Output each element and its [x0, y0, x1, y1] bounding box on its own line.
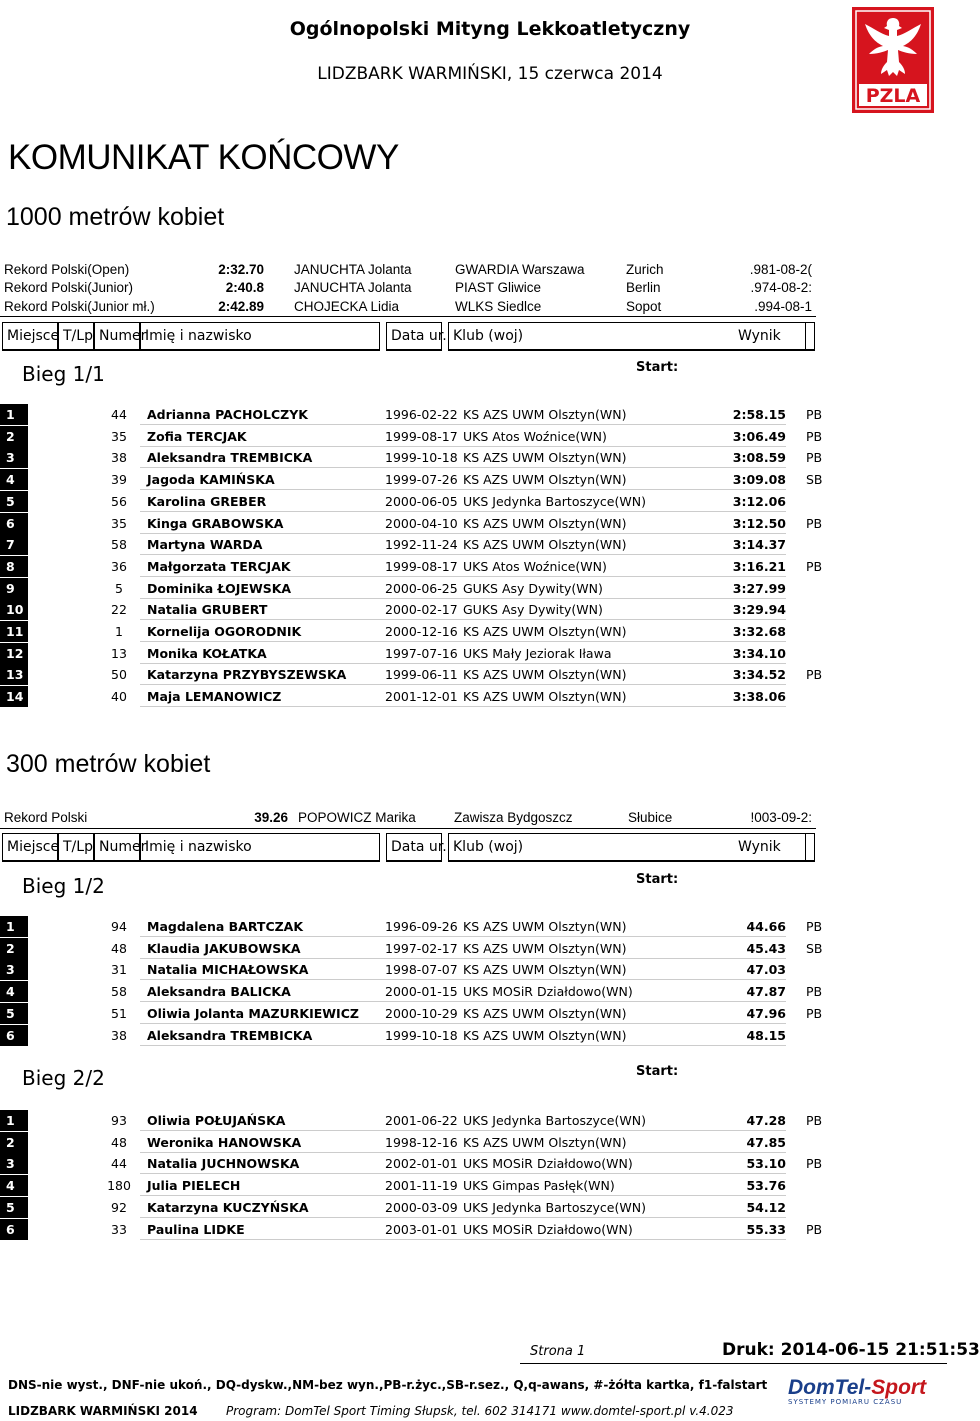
footer-program: Program: DomTel Sport Timing Słupsk, tel. 602 314171 www.domtel-sport.pl v.4.023 — [226, 1404, 734, 1418]
result-time: 3:16.21 — [732, 558, 786, 574]
meeting-title: Ogólnopolski Mityng Lekkoatletyczny — [289, 18, 691, 40]
bib-number: 39 — [111, 472, 127, 488]
footer-location: LIDZBARK WARMIŃSKI 2014 — [8, 1404, 198, 1418]
result-row — [0, 1110, 823, 1131]
birth-date: 1997-07-16 — [385, 645, 458, 661]
result-row — [0, 491, 820, 512]
result-row — [0, 981, 823, 1002]
divider — [0, 828, 816, 829]
bib-number: 50 — [111, 667, 127, 683]
athlete-name: Aleksandra BALICKA — [147, 984, 291, 1000]
bib-number: 58 — [111, 537, 127, 553]
start-label: Start: — [636, 1064, 679, 1079]
bib-number: 1 — [115, 624, 123, 639]
result-time: 3:12.06 — [732, 493, 786, 509]
athlete-name: Klaudia JAKUBOWSKA — [147, 940, 301, 956]
row-separator — [140, 1045, 786, 1046]
eagle-icon — [851, 6, 935, 114]
club-name: KS AZS UWM Olsztyn(WN) — [463, 472, 627, 488]
start-label: Start: — [636, 360, 679, 375]
bib-number: 35 — [111, 515, 127, 531]
athlete-name: Natalia GRUBERT — [147, 602, 268, 618]
club-name: KS AZS UWM Olsztyn(WN) — [463, 537, 627, 553]
bib-number: 48 — [111, 1134, 127, 1150]
place-cell: 12 — [0, 643, 28, 664]
result-row — [0, 621, 820, 642]
athlete-name: Maja LEMANOWICZ — [147, 689, 282, 705]
legend: DNS-nie wyst., DNF-nie ukoń., DQ-dyskw.,NM-bez wyn.,PB-r.życ.,SB-r.sez., Q,q-awans, #-żółta kartka, f1-falstart — [8, 1378, 768, 1392]
place-cell: 7 — [0, 534, 28, 555]
record-row: Rekord Polski(Junior) 2:40.8 JANUCHTA Jolanta PIAST Gliwice Berlin .974-08-2: — [4, 280, 812, 295]
place-cell: 13 — [0, 664, 28, 685]
birth-date: 2000-02-17 — [385, 602, 458, 618]
divider — [0, 316, 816, 317]
athlete-name: Katarzyna PRZYBYSZEWSKA — [147, 667, 347, 683]
remark: PB — [806, 667, 823, 683]
result-row — [0, 556, 823, 577]
bib-number: 35 — [111, 428, 127, 444]
result-row — [0, 1003, 823, 1024]
birth-date: 1998-12-16 — [385, 1134, 458, 1150]
club-name: KS AZS UWM Olsztyn(WN) — [463, 667, 627, 683]
athlete-name: Kinga GRABOWSKA — [147, 515, 284, 531]
bib-number: 5 — [115, 580, 123, 596]
bib-number: 92 — [111, 1199, 127, 1215]
result-time: 53.10 — [746, 1156, 786, 1172]
result-row — [0, 469, 823, 490]
place-cell: 2 — [0, 1132, 28, 1153]
heat-title: Bieg 1/1 — [22, 362, 105, 386]
column-header: Miejsce T/Lp Numer Imię i nazwisko Data ur. Klub (woj) Wynik — [0, 833, 815, 862]
athlete-name: Martyna WARDA — [147, 537, 263, 553]
row-separator — [140, 706, 786, 707]
result-time: 54.12 — [746, 1199, 786, 1215]
result-row — [0, 447, 823, 468]
birth-date: 2000-04-10 — [385, 515, 458, 531]
club-name: UKS Atos Woźnice(WN) — [463, 428, 607, 444]
result-time: 3:27.99 — [732, 580, 786, 596]
athlete-name: Aleksandra TREMBICKA — [147, 1027, 313, 1043]
result-time: 3:34.10 — [732, 645, 786, 661]
birth-date: 1996-02-22 — [385, 407, 458, 422]
athlete-name: Kornelija OGORODNIK — [147, 624, 302, 639]
club-name: KS AZS UWM Olsztyn(WN) — [463, 1134, 627, 1150]
result-time: 3:34.52 — [732, 667, 786, 683]
club-name: UKS Jedynka Bartoszyce(WN) — [463, 1113, 646, 1128]
result-row — [0, 1219, 823, 1240]
pzla-logo — [851, 6, 935, 114]
bib-number: 40 — [111, 689, 127, 705]
result-row — [0, 426, 823, 447]
place-cell: 6 — [0, 1219, 28, 1240]
athlete-name: Małgorzata TERCJAK — [147, 558, 291, 574]
heat-title: Bieg 2/2 — [22, 1066, 105, 1090]
result-time: 53.76 — [746, 1178, 786, 1194]
remark: SB — [806, 472, 823, 488]
bib-number: 93 — [111, 1113, 127, 1128]
bib-number: 48 — [111, 940, 127, 956]
club-name: UKS Jedynka Bartoszyce(WN) — [463, 493, 646, 509]
result-time: 3:29.94 — [732, 602, 786, 618]
result-row — [0, 916, 823, 937]
birth-date: 2000-06-25 — [385, 580, 458, 596]
club-name: UKS MOSiR Działdowo(WN) — [463, 1156, 633, 1172]
birth-date: 1992-11-24 — [385, 537, 458, 553]
club-name: KS AZS UWM Olsztyn(WN) — [463, 1005, 627, 1021]
birth-date: 1998-07-07 — [385, 962, 458, 978]
birth-date: 2003-01-01 — [385, 1221, 458, 1237]
remark: PB — [806, 1005, 823, 1021]
athlete-name: Aleksandra TREMBICKA — [147, 450, 313, 466]
result-row — [0, 643, 820, 664]
athlete-name: Oliwia POŁUJAŃSKA — [147, 1113, 286, 1128]
club-name: UKS Mały Jeziorak Iława — [463, 645, 612, 661]
remark: PB — [806, 984, 823, 1000]
domtel-logo: DomTel-Sport SYSTEMY POMIARU CZASU — [788, 1376, 927, 1406]
result-time: 44.66 — [746, 919, 786, 934]
result-row — [0, 959, 820, 980]
place-cell: 4 — [0, 469, 28, 490]
club-name: KS AZS UWM Olsztyn(WN) — [463, 450, 627, 466]
birth-date: 1999-07-26 — [385, 472, 458, 488]
document-title: KOMUNIKAT KOŃCOWY — [8, 138, 399, 177]
bib-number: 13 — [111, 645, 127, 661]
club-name: KS AZS UWM Olsztyn(WN) — [463, 962, 627, 978]
result-time: 47.03 — [746, 962, 786, 978]
remark: PB — [806, 1221, 823, 1237]
row-separator — [140, 1239, 786, 1240]
remark: PB — [806, 558, 823, 574]
place-cell: 1 — [0, 1110, 28, 1131]
athlete-name: Natalia JUCHNOWSKA — [147, 1156, 300, 1172]
result-time: 3:14.37 — [732, 537, 786, 553]
result-time: 48.15 — [746, 1027, 786, 1043]
birth-date: 2000-01-15 — [385, 984, 458, 1000]
athlete-name: Adrianna PACHOLCZYK — [147, 407, 308, 422]
birth-date: 2000-03-09 — [385, 1199, 458, 1215]
birth-date: 2000-12-16 — [385, 624, 458, 639]
result-time: 3:38.06 — [732, 689, 786, 705]
athlete-name: Karolina GREBER — [147, 493, 267, 509]
result-time: 3:08.59 — [732, 450, 786, 466]
remark: PB — [806, 428, 823, 444]
place-cell: 3 — [0, 447, 28, 468]
remark: PB — [806, 919, 823, 934]
athlete-name: Natalia MICHAŁOWSKA — [147, 962, 309, 978]
result-time: 3:09.08 — [732, 472, 786, 488]
result-time: 47.28 — [746, 1113, 786, 1128]
bib-number: 38 — [111, 1027, 127, 1043]
result-row — [0, 513, 823, 534]
record-row: Rekord Polski 39.26 POPOWICZ Marika Zawisza Bydgoszcz Słubice !003-09-2: — [4, 810, 812, 825]
event-title: 300 metrów kobiet — [6, 750, 211, 778]
birth-date: 1997-02-17 — [385, 940, 458, 956]
bib-number: 56 — [111, 493, 127, 509]
svg-text:PZLA: PZLA — [865, 85, 921, 107]
birth-date: 1996-09-26 — [385, 919, 458, 934]
result-time: 45.43 — [746, 940, 786, 956]
club-name: KS AZS UWM Olsztyn(WN) — [463, 515, 627, 531]
result-row — [0, 599, 820, 620]
bib-number: 22 — [111, 602, 127, 618]
remark: PB — [806, 450, 823, 466]
club-name: KS AZS UWM Olsztyn(WN) — [463, 940, 627, 956]
result-time: 55.33 — [746, 1221, 786, 1237]
remark: PB — [806, 515, 823, 531]
birth-date: 1999-06-11 — [385, 667, 458, 683]
place-cell: 3 — [0, 959, 28, 980]
birth-date: 1999-10-18 — [385, 1027, 458, 1043]
result-row — [0, 578, 820, 599]
remark: PB — [806, 1156, 823, 1172]
athlete-name: Julia PIELECH — [147, 1178, 241, 1194]
column-header: Miejsce T/Lp Numer Imię i nazwisko Data ur. Klub (woj) Wynik — [0, 322, 815, 351]
result-time: 47.87 — [746, 984, 786, 1000]
club-name: KS AZS UWM Olsztyn(WN) — [463, 689, 627, 705]
result-row — [0, 938, 823, 959]
athlete-name: Jagoda KAMIŃSKA — [147, 472, 275, 488]
athlete-name: Zofia TERCJAK — [147, 428, 247, 444]
place-cell: 6 — [0, 513, 28, 534]
club-name: GUKS Asy Dywity(WN) — [463, 602, 603, 618]
bib-number: 58 — [111, 984, 127, 1000]
result-row — [0, 1197, 820, 1218]
club-name: KS AZS UWM Olsztyn(WN) — [463, 919, 627, 934]
meeting-subtitle: LIDZBARK WARMIŃSKI, 15 czerwca 2014 — [317, 64, 663, 84]
athlete-name: Katarzyna KUCZYŃSKA — [147, 1199, 309, 1215]
place-cell: 14 — [0, 686, 28, 707]
result-time: 47.85 — [746, 1134, 786, 1150]
start-label: Start: — [636, 872, 679, 887]
birth-date: 2000-06-05 — [385, 493, 458, 509]
result-time: 3:06.49 — [732, 428, 786, 444]
bib-number: 180 — [107, 1178, 131, 1194]
club-name: KS AZS UWM Olsztyn(WN) — [463, 624, 627, 639]
place-cell: 3 — [0, 1153, 28, 1174]
club-name: KS AZS UWM Olsztyn(WN) — [463, 1027, 627, 1043]
athlete-name: Paulina LIDKE — [147, 1221, 245, 1237]
birth-date: 2001-06-22 — [385, 1113, 458, 1128]
bib-number: 36 — [111, 558, 127, 574]
club-name: UKS Jedynka Bartoszyce(WN) — [463, 1199, 646, 1215]
place-cell: 11 — [0, 621, 28, 642]
result-row — [0, 1025, 820, 1046]
result-row — [0, 686, 820, 707]
place-cell: 5 — [0, 491, 28, 512]
place-cell: 5 — [0, 1197, 28, 1218]
print-timestamp: Druk: 2014-06-15 21:51:53 — [722, 1340, 980, 1360]
birth-date: 2001-11-19 — [385, 1178, 458, 1194]
place-cell: 4 — [0, 981, 28, 1002]
birth-date: 1999-08-17 — [385, 558, 458, 574]
result-row — [0, 1175, 820, 1196]
place-cell: 1 — [0, 916, 28, 937]
record-row: Rekord Polski(Junior mł.) 2:42.89 CHOJECKA Lidia WLKS Siedlce Sopot .994-08-1 — [4, 299, 812, 314]
result-time: 2:58.15 — [732, 407, 786, 422]
birth-date: 2000-10-29 — [385, 1005, 458, 1021]
club-name: UKS Atos Woźnice(WN) — [463, 558, 607, 574]
remark: PB — [806, 407, 823, 422]
result-row — [0, 1153, 823, 1174]
club-name: UKS MOSiR Działdowo(WN) — [463, 984, 633, 1000]
bib-number: 51 — [111, 1005, 127, 1021]
bib-number: 38 — [111, 450, 127, 466]
place-cell: 10 — [0, 599, 28, 620]
birth-date: 1999-10-18 — [385, 450, 458, 466]
result-time: 3:12.50 — [732, 515, 786, 531]
place-cell: 1 — [0, 404, 28, 425]
footer-line — [520, 1363, 947, 1364]
club-name: KS AZS UWM Olsztyn(WN) — [463, 407, 627, 422]
page-number: Strona 1 — [530, 1344, 586, 1359]
club-name: GUKS Asy Dywity(WN) — [463, 580, 603, 596]
result-time: 3:32.68 — [732, 624, 786, 639]
place-cell: 6 — [0, 1025, 28, 1046]
bib-number: 33 — [111, 1221, 127, 1237]
place-cell: 9 — [0, 578, 28, 599]
athlete-name: Weronika HANOWSKA — [147, 1134, 302, 1150]
result-time: 47.96 — [746, 1005, 786, 1021]
place-cell: 2 — [0, 938, 28, 959]
birth-date: 1999-08-17 — [385, 428, 458, 444]
athlete-name: Dominika ŁOJEWSKA — [147, 580, 292, 596]
bib-number: 44 — [111, 407, 127, 422]
birth-date: 2001-12-01 — [385, 689, 458, 705]
record-row: Rekord Polski(Open) 2:32.70 JANUCHTA Jolanta GWARDIA Warszawa Zurich .981-08-2( — [4, 262, 812, 277]
place-cell: 2 — [0, 426, 28, 447]
bib-number: 44 — [111, 1156, 127, 1172]
place-cell: 8 — [0, 556, 28, 577]
result-row — [0, 404, 823, 425]
club-name: UKS MOSiR Działdowo(WN) — [463, 1221, 633, 1237]
remark: SB — [806, 940, 823, 956]
result-row — [0, 534, 820, 555]
club-name: UKS Gimpas Pasłęk(WN) — [463, 1178, 615, 1194]
result-row — [0, 664, 823, 685]
event-title: 1000 metrów kobiet — [6, 203, 225, 231]
athlete-name: Oliwia Jolanta MAZURKIEWICZ — [147, 1005, 359, 1021]
athlete-name: Magdalena BARTCZAK — [147, 919, 304, 934]
bib-number: 94 — [111, 919, 127, 934]
athlete-name: Monika KOŁATKA — [147, 645, 267, 661]
place-cell: 5 — [0, 1003, 28, 1024]
remark: PB — [806, 1113, 823, 1128]
heat-title: Bieg 1/2 — [22, 874, 105, 898]
result-row — [0, 1132, 820, 1153]
bib-number: 31 — [111, 962, 127, 978]
birth-date: 2002-01-01 — [385, 1156, 458, 1172]
place-cell: 4 — [0, 1175, 28, 1196]
